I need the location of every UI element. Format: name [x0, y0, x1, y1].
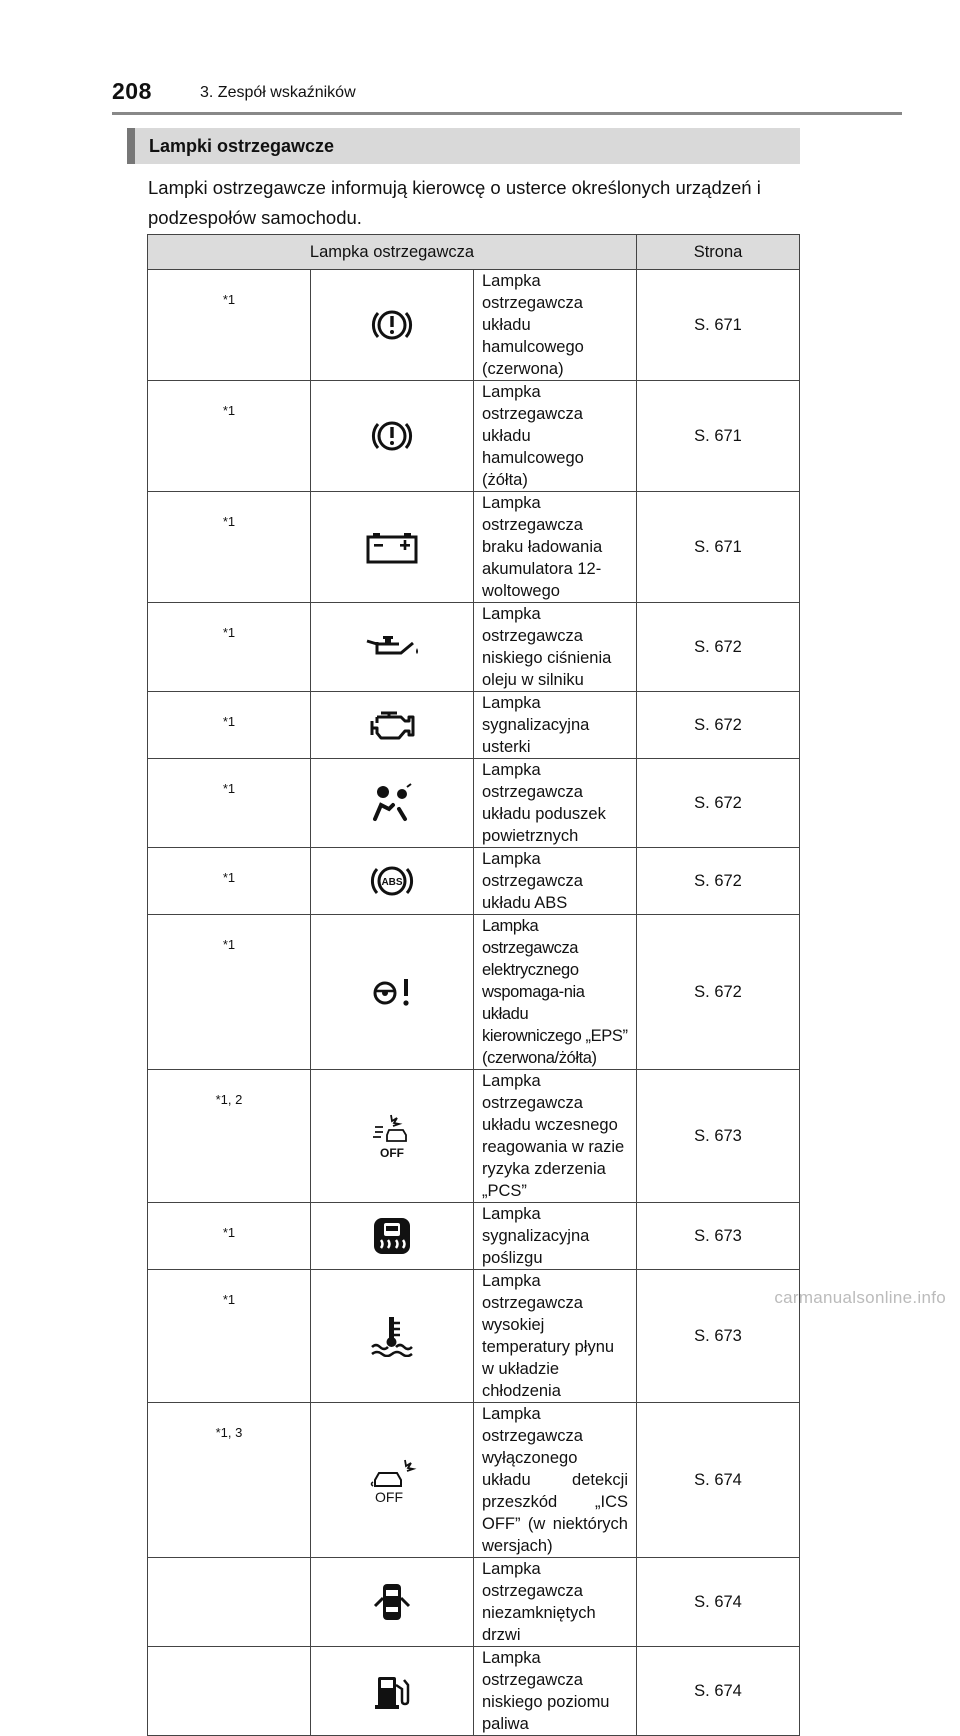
page-number: 208	[112, 78, 152, 104]
brake-warning-icon	[311, 381, 474, 492]
row-page: S. 673	[637, 1203, 800, 1270]
row-description: Lampka ostrzegawcza wysokiej temperatury płynu w układzie chłodzenia	[474, 1270, 637, 1403]
table-row	[148, 1203, 800, 1270]
table-header-row	[148, 235, 800, 270]
table-row	[148, 1403, 800, 1558]
table-row	[148, 270, 800, 381]
row-note: *1, 3	[148, 1403, 311, 1558]
row-note: *1	[148, 1270, 311, 1403]
row-description: Lampka ostrzegawcza niskiego poziomu paliwa	[474, 1647, 637, 1736]
row-note: *1	[148, 692, 311, 759]
brake-warning-icon	[311, 270, 474, 381]
row-note: *1	[148, 381, 311, 492]
oil-pressure-icon	[311, 603, 474, 692]
row-description: Lampka ostrzegawcza układu wczesnego reagowania w razie ryzyka zderzenia „PCS”	[474, 1070, 637, 1203]
table-row	[148, 492, 800, 603]
row-note	[148, 1558, 311, 1647]
warning-lights-table	[147, 234, 800, 1736]
table-row	[148, 848, 800, 915]
abs-icon	[311, 848, 474, 915]
table-row	[148, 1647, 800, 1736]
row-note: *1	[148, 759, 311, 848]
row-note: *1	[148, 603, 311, 692]
row-description: Lampka ostrzegawcza elektrycznego wspomaga-nia układu kierowniczego „EPS” (czerwona/żółta)	[474, 915, 637, 1070]
row-description: Lampka ostrzegawcza wyłączonego układu detekcji przeszkód „ICS OFF” (w niektórych wersjach)	[474, 1403, 637, 1558]
row-description: Lampka sygnalizacyjna usterki	[474, 692, 637, 759]
row-note	[148, 1647, 311, 1736]
eps-steering-icon	[311, 915, 474, 1070]
ics-off-label: OFF	[375, 1489, 403, 1504]
row-page: S. 674	[637, 1558, 800, 1647]
pcs-off-label: OFF	[380, 1146, 404, 1159]
skid-icon	[311, 1203, 474, 1270]
row-description: Lampka ostrzegawcza niezamkniętych drzwi	[474, 1558, 637, 1647]
row-page: S. 673	[637, 1070, 800, 1203]
table-row	[148, 759, 800, 848]
row-page: S. 672	[637, 759, 800, 848]
chapter-title: 3. Zespół wskaźników	[200, 84, 356, 101]
door-open-icon	[311, 1558, 474, 1647]
intro-paragraph: Lampki ostrzegawcze informują kierowcę o usterce określonych urządzeń i podzespołów samochodu.	[148, 177, 761, 228]
table-row	[148, 692, 800, 759]
section-header	[127, 128, 800, 164]
section-title: Lampki ostrzegawcze	[149, 136, 335, 156]
row-note: *1, 2	[148, 1070, 311, 1203]
row-page: S. 672	[637, 692, 800, 759]
row-description: Lampka ostrzegawcza braku ładowania akumulatora 12-woltowego	[474, 492, 637, 603]
row-note: *1	[148, 1203, 311, 1270]
airbag-icon	[311, 759, 474, 848]
row-page: S. 672	[637, 848, 800, 915]
row-page: S. 672	[637, 915, 800, 1070]
row-note: *1	[148, 848, 311, 915]
ics-off-icon	[311, 1403, 474, 1558]
table-row	[148, 915, 800, 1070]
header-warning-light: Lampka ostrzegawcza	[148, 235, 637, 270]
battery-icon	[311, 492, 474, 603]
row-description: Lampka ostrzegawcza układu hamulcowego (żółta)	[474, 381, 637, 492]
header-divider	[112, 112, 902, 115]
row-note: *1	[148, 492, 311, 603]
row-page: S. 672	[637, 603, 800, 692]
low-fuel-icon	[311, 1647, 474, 1736]
row-note: *1	[148, 915, 311, 1070]
row-page: S. 674	[637, 1647, 800, 1736]
table-row	[148, 1270, 800, 1403]
table-row	[148, 381, 800, 492]
table-row	[148, 1558, 800, 1647]
check-engine-icon	[311, 692, 474, 759]
table-row	[148, 603, 800, 692]
row-page: S. 673	[637, 1270, 800, 1403]
row-page: S. 671	[637, 381, 800, 492]
row-description: Lampka ostrzegawcza układu hamulcowego (czerwona)	[474, 270, 637, 381]
watermark: carmanualsonline.info	[774, 1288, 946, 1307]
header-page: Strona	[637, 235, 800, 270]
row-description: Lampka sygnalizacyjna poślizgu	[474, 1203, 637, 1270]
row-page: S. 671	[637, 270, 800, 381]
pcs-off-icon	[311, 1070, 474, 1203]
row-description: Lampka ostrzegawcza niskiego ciśnienia oleju w silniku	[474, 603, 637, 692]
row-note: *1	[148, 270, 311, 381]
row-page: S. 674	[637, 1403, 800, 1558]
row-page: S. 671	[637, 492, 800, 603]
table-row	[148, 1070, 800, 1203]
row-description: Lampka ostrzegawcza układu ABS	[474, 848, 637, 915]
abs-icon-label: ABS	[381, 877, 403, 888]
row-description: Lampka ostrzegawcza układu poduszek powietrznych	[474, 759, 637, 848]
coolant-temp-icon	[311, 1270, 474, 1403]
